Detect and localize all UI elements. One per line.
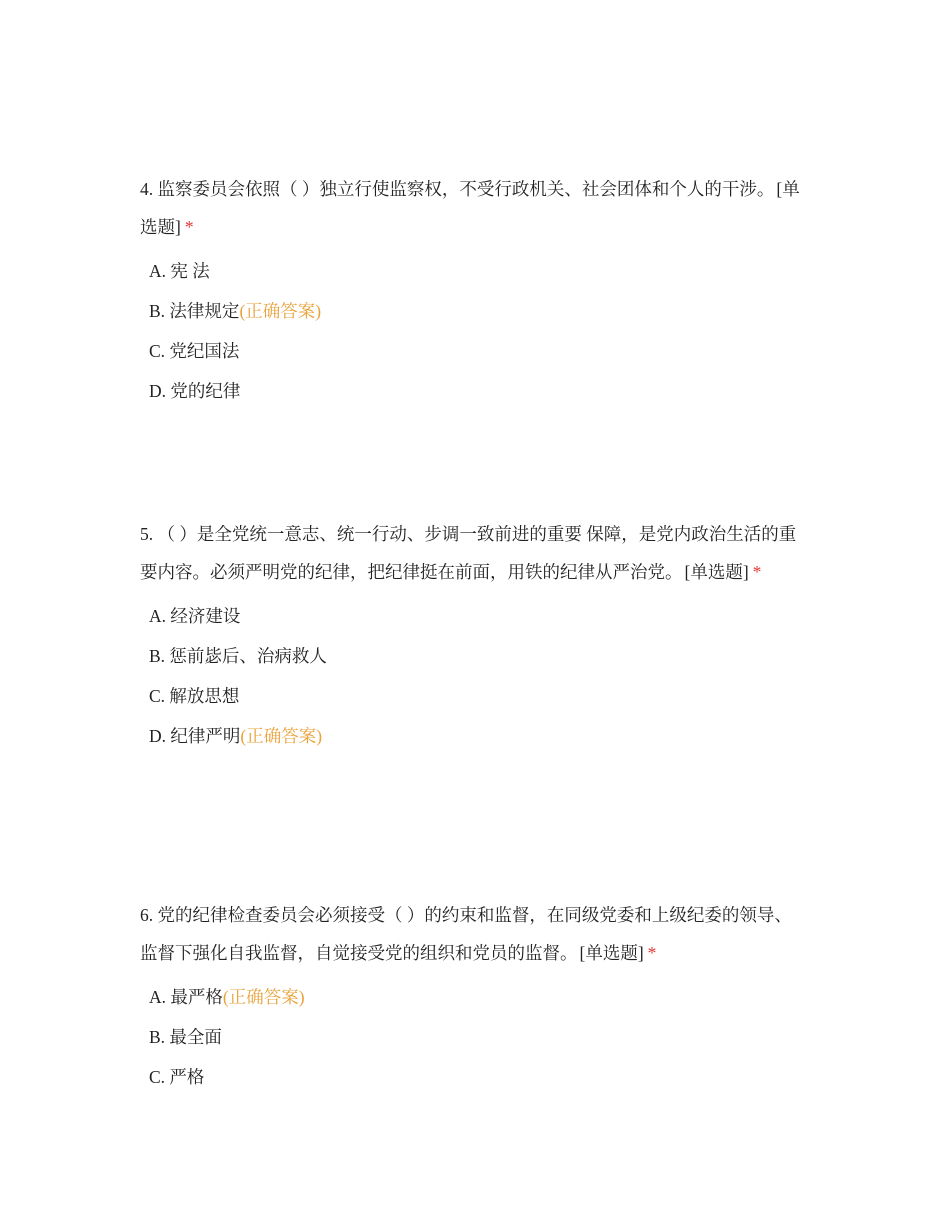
correct-answer-mark: (正确答案) <box>240 726 323 746</box>
question-stem-text: 4. 监察委员会依照（ ）独立行使监察权，不受行政机关、社会团体和个人的干涉。 <box>140 179 775 199</box>
option-a[interactable] <box>140 596 812 636</box>
question-type-tag: [单选题] <box>140 179 800 237</box>
option-list <box>140 977 812 1097</box>
correct-answer-mark: (正确答案) <box>222 987 305 1007</box>
option-text: C. 党纪国法 <box>149 341 240 361</box>
option-c[interactable] <box>140 676 812 716</box>
option-text: D. 纪律严明 <box>149 726 241 746</box>
question-stem <box>140 171 812 246</box>
option-text: D. 党的纪律 <box>149 381 241 401</box>
option-text: A. 宪 法 <box>149 261 210 281</box>
option-text: A. 最严格 <box>149 987 223 1007</box>
option-text: B. 最全面 <box>149 1027 222 1047</box>
question-type-tag: [单选题] <box>684 561 749 582</box>
option-text: B. 法律规定 <box>149 301 240 321</box>
option-a[interactable] <box>140 251 812 291</box>
option-b[interactable] <box>140 291 812 331</box>
option-b[interactable] <box>140 636 812 676</box>
option-c[interactable] <box>140 1057 812 1097</box>
question-stem-text: 6. 党的纪律检查委员会必须接受（ ）的约束和监督，在同级党委和上级纪委的领导、监督下强化自我监督，自觉接受党的组织和党员的监督。 <box>140 905 792 963</box>
option-a[interactable] <box>140 977 812 1017</box>
question-5 <box>140 516 812 756</box>
question-type-tag: [单选题] <box>579 942 644 963</box>
required-marker: * <box>752 561 762 582</box>
question-4 <box>140 171 812 411</box>
option-text: C. 解放思想 <box>149 686 240 706</box>
option-list <box>140 596 812 756</box>
option-text: B. 惩前毖后、治病救人 <box>149 646 327 666</box>
option-c[interactable] <box>140 331 812 371</box>
option-d[interactable] <box>140 716 812 756</box>
option-text: A. 经济建设 <box>149 606 241 626</box>
required-marker: * <box>184 216 194 237</box>
question-6 <box>140 897 812 1097</box>
option-b[interactable] <box>140 1017 812 1057</box>
correct-answer-mark: (正确答案) <box>239 301 322 321</box>
required-marker: * <box>647 942 657 963</box>
question-stem <box>140 897 812 972</box>
question-stem <box>140 516 812 591</box>
option-d[interactable] <box>140 371 812 411</box>
option-text: C. 严格 <box>149 1067 205 1087</box>
question-stem-text: 5. （ ）是全党统一意志、统一行动、步调一致前进的重要 保障，是党内政治生活的重要内容。必须严明党的纪律，把纪律挺在前面，用铁的纪律从严治党。 <box>140 524 797 582</box>
option-list <box>140 251 812 411</box>
